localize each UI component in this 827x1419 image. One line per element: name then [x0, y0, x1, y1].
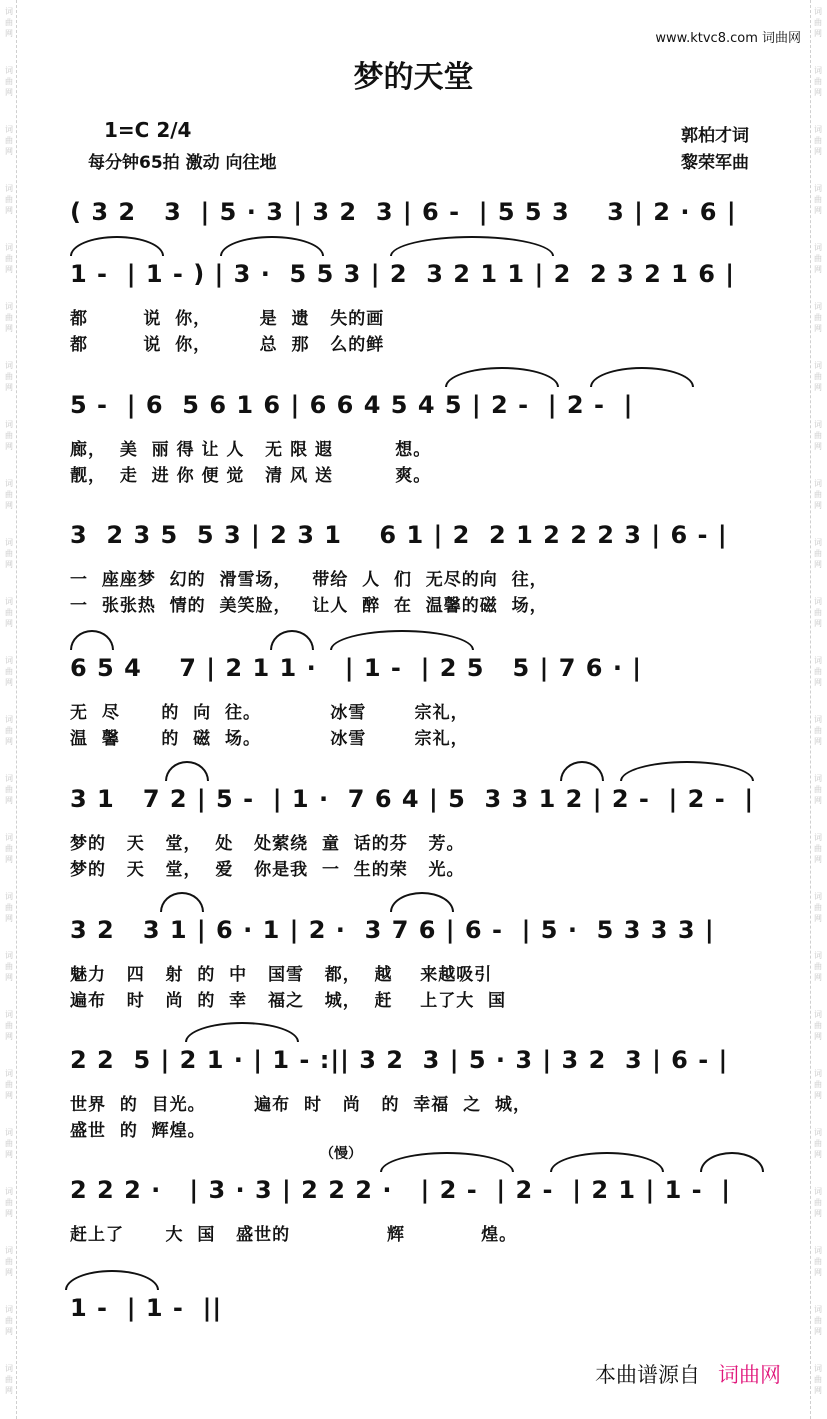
watermark-stamp: 词 曲 网 [814, 1010, 822, 1041]
watermark-stamp: 词 曲 网 [5, 774, 13, 805]
slur-mark [620, 761, 754, 781]
key-signature: 1=C 2/4 [104, 118, 192, 142]
watermark-stamp: 词 曲 网 [5, 125, 13, 156]
watermark-stamp: 词 曲 网 [814, 7, 822, 38]
watermark-stamp: 词 曲 网 [5, 656, 13, 687]
slur-mark [270, 630, 314, 650]
brand-link[interactable]: 词曲网 [718, 1363, 781, 1387]
watermark-stamp: 词 曲 网 [814, 66, 822, 97]
right-watermark-strip [810, 0, 825, 1419]
watermark-stamp: 词 曲 网 [5, 66, 13, 97]
watermark-stamp: 词 曲 网 [5, 1364, 13, 1395]
lyric-verse-1: 赶上了 大 国 盛世的 辉 煌。 [70, 1225, 518, 1245]
watermark-stamp: 词 曲 网 [5, 361, 13, 392]
notation-line: 3 2 3 5 5 3 | 2 3 1 6 1 | 2 2 1 2 2 2 3 | 6 - | [70, 521, 728, 549]
watermark-stamp: 词 曲 网 [5, 1128, 13, 1159]
slur-mark [550, 1152, 664, 1172]
slur-mark [220, 236, 324, 256]
watermark-stamp: 词 曲 网 [5, 715, 13, 746]
source-footer [595, 1359, 781, 1389]
notation-line: ( 3 2 3 | 5 · 3 | 3 2 3 | 6 - | 5 5 3 3 | 2 · 6 | [70, 198, 737, 226]
slur-mark [65, 1270, 159, 1290]
slur-mark [590, 367, 694, 387]
slur-mark [390, 892, 454, 912]
site-url[interactable]: www.ktvc8.com 词曲网 [655, 31, 801, 46]
watermark-stamp: 词 曲 网 [814, 1069, 822, 1100]
watermark-stamp: 词 曲 网 [814, 184, 822, 215]
watermark-stamp: 词 曲 网 [814, 420, 822, 451]
lyricist-credit: 郭柏才词 [681, 126, 749, 146]
watermark-stamp: 词 曲 网 [5, 479, 13, 510]
lyric-verse-2: 盛世 的 辉煌。 [70, 1121, 206, 1141]
watermark-stamp: 词 曲 网 [5, 1187, 13, 1218]
slur-mark [330, 630, 474, 650]
watermark-stamp: 词 曲 网 [5, 538, 13, 569]
watermark-stamp: 词 曲 网 [5, 184, 13, 215]
lyric-verse-1: 无 尽 的 向 往。 冰雪 宗礼， [70, 703, 469, 723]
lyric-verse-1: 魅力 四 射 的 中 国雪 都， 越 来越吸引 [70, 965, 493, 985]
slur-mark [70, 630, 114, 650]
watermark-stamp: 词 曲 网 [5, 7, 13, 38]
watermark-stamp: 词 曲 网 [5, 951, 13, 982]
slur-mark [560, 761, 604, 781]
tempo-marking: 每分钟65拍 激动 向往地 [88, 153, 277, 173]
watermark-stamp: 词 曲 网 [5, 892, 13, 923]
watermark-stamp: 词 曲 网 [814, 656, 822, 687]
watermark-stamp: 词 曲 网 [814, 774, 822, 805]
watermark-stamp: 词 曲 网 [5, 597, 13, 628]
watermark-stamp: 词 曲 网 [814, 302, 822, 333]
page-title: 梦的天堂 [353, 60, 474, 95]
watermark-stamp: 词 曲 网 [814, 1305, 822, 1336]
lyric-verse-2: 一 张张热 情的 美笑脸， 让人 醉 在 温馨的磁 场， [70, 596, 548, 616]
lyric-verse-2: 遍布 时 尚 的 幸 福之 城， 赶 上了大 国 [70, 991, 507, 1011]
lyric-verse-1: 梦的 天 堂， 处 处萦绕 童 话的芬 芳。 [70, 834, 465, 854]
composer-credit: 黎荣军曲 [681, 153, 749, 173]
slur-mark [165, 761, 209, 781]
watermark-stamp: 词 曲 网 [5, 1069, 13, 1100]
watermark-stamp: 词 曲 网 [814, 1128, 822, 1159]
watermark-stamp: 词 曲 网 [5, 1246, 13, 1277]
watermark-stamp: 词 曲 网 [814, 361, 822, 392]
watermark-stamp: 词 曲 网 [5, 1305, 13, 1336]
watermark-stamp: 词 曲 网 [814, 1364, 822, 1395]
watermark-stamp: 词 曲 网 [814, 715, 822, 746]
slur-mark [70, 236, 164, 256]
watermark-stamp: 词 曲 网 [5, 243, 13, 274]
watermark-stamp: 词 曲 网 [814, 125, 822, 156]
lyric-verse-1: 世界 的 目光。 遍布 时 尚 的 幸福 之 城， [70, 1095, 531, 1115]
lyric-verse-1: 廊， 美 丽 得 让 人 无 限 遐 想。 [70, 440, 432, 460]
watermark-stamp: 词 曲 网 [814, 479, 822, 510]
watermark-stamp: 词 曲 网 [814, 1246, 822, 1277]
left-watermark-strip [2, 0, 17, 1419]
notation-line: 3 2 3 1 | 6 · 1 | 2 · 3 7 6 | 6 - | 5 · 5 3 3 3 | [70, 916, 715, 944]
notation-line: 2 2 2 · | 3 · 3 | 2 2 2 · | 2 - | 2 - | 2 1 | 1 - | [70, 1176, 732, 1204]
watermark-stamp: 词 曲 网 [814, 892, 822, 923]
lyric-verse-2: 温 馨 的 磁 场。 冰雪 宗礼， [70, 729, 469, 749]
slur-mark [390, 236, 554, 256]
tempo-mark-slow: （慢） [320, 1146, 362, 1162]
watermark-stamp: 词 曲 网 [814, 833, 822, 864]
watermark-stamp: 词 曲 网 [814, 243, 822, 274]
watermark-stamp: 词 曲 网 [5, 302, 13, 333]
watermark-stamp: 词 曲 网 [5, 420, 13, 451]
notation-line: 5 - | 6 5 6 1 6 | 6 6 4 5 4 5 | 2 - | 2 - | [70, 391, 634, 419]
slur-mark [160, 892, 204, 912]
notation-line: 1 - | 1 - || [70, 1294, 223, 1322]
watermark-stamp: 词 曲 网 [5, 1010, 13, 1041]
lyric-verse-2: 靓， 走 进 你 便 觉 清 风 送 爽。 [70, 466, 432, 486]
notation-line: 1 - | 1 - ) | 3 · 5 5 3 | 2 3 2 1 1 | 2 2 3 2 1 6 | [70, 260, 736, 288]
slur-mark [380, 1152, 514, 1172]
source-label: 本曲谱源自 [595, 1363, 700, 1387]
watermark-stamp: 词 曲 网 [814, 1187, 822, 1218]
slur-mark [700, 1152, 764, 1172]
watermark-stamp: 词 曲 网 [814, 597, 822, 628]
lyric-verse-2: 梦的 天 堂， 爱 你是我 一 生的荣 光。 [70, 860, 465, 880]
lyric-verse-1: 一 座座梦 幻的 滑雪场， 带给 人 们 无尽的向 往， [70, 570, 548, 590]
notation-line: 2 2 5 | 2 1 · | 1 - :|| 3 2 3 | 5 · 3 | 3 2 3 | 6 - | [70, 1046, 729, 1074]
watermark-stamp: 词 曲 网 [814, 538, 822, 569]
notation-line: 6 5 4 7 | 2 1 1 · | 1 - | 2 5 5 | 7 6 · | [70, 654, 643, 682]
watermark-stamp: 词 曲 网 [814, 951, 822, 982]
slur-mark [445, 367, 559, 387]
slur-mark [185, 1022, 299, 1042]
lyric-verse-1: 都 说 你， 是 遗 失的画 [70, 309, 385, 329]
watermark-stamp: 词 曲 网 [5, 833, 13, 864]
lyric-verse-2: 都 说 你， 总 那 么的鲜 [70, 335, 385, 355]
notation-line: 3 1 7 2 | 5 - | 1 · 7 6 4 | 5 3 3 1 2 | 2 - | 2 - | [70, 785, 755, 813]
